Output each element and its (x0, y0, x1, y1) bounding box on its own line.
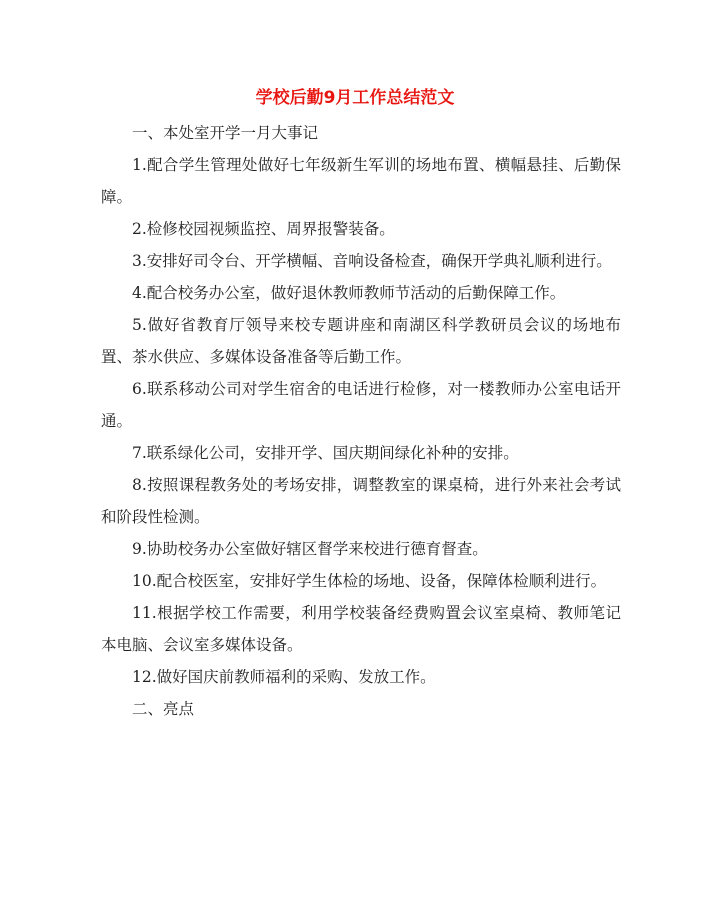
list-item: 11.根据学校工作需要，利用学校装备经费购置会议室桌椅、教师笔记本电脑、会议室多媒体设备。 (101, 604, 621, 654)
list-item: 10.配合校医室，安排好学生体检的场地、设备，保障体检顺利进行。 (132, 572, 607, 590)
document-body (101, 117, 621, 725)
list-item: 2.检修校园视频监控、周界报警装备。 (132, 220, 395, 238)
list-item: 7.联系绿化公司，安排开学、国庆期间绿化补种的安排。 (132, 444, 519, 462)
list-item: 6.联系移动公司对学生宿舍的电话进行检修，对一楼教师办公室电话开通。 (101, 380, 621, 430)
list-item: 1.配合学生管理处做好七年级新生军训的场地布置、横幅悬挂、后勤保障。 (101, 156, 621, 206)
list-item: 5.做好省教育厅领导来校专题讲座和南湖区科学教研员会议的场地布置、茶水供应、多媒体设备准备等后勤工作。 (101, 316, 621, 366)
list-item: 9.协助校务办公室做好辖区督学来校进行德育督查。 (132, 540, 488, 558)
document-title: 学校后勤9月工作总结范文 (255, 88, 455, 108)
list-item: 3.安排好司令台、开学横幅、音响设备检查，确保开学典礼顺利进行。 (132, 252, 612, 270)
list-item: 12.做好国庆前教师福利的采购、发放工作。 (132, 668, 436, 686)
list-item: 4.配合校务办公室，做好退休教师教师节活动的后勤保障工作。 (132, 284, 566, 302)
section-heading-events: 一、本处室开学一月大事记 (132, 124, 319, 142)
section-heading-highlights: 二、亮点 (132, 700, 195, 718)
list-item: 8.按照课程教务处的考场安排，调整教室的课桌椅，进行外来社会考试和阶段性检测。 (101, 476, 621, 526)
